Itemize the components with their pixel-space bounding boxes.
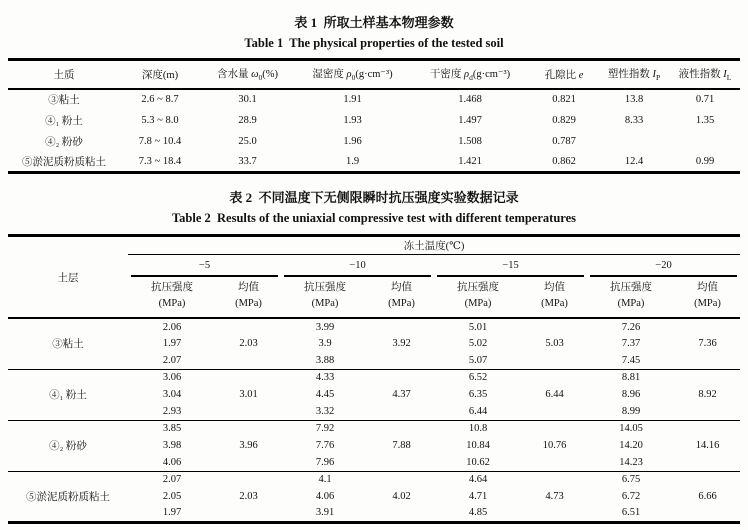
table-cell: 1.35 bbox=[695, 114, 715, 126]
mean-value: 7.36 bbox=[675, 318, 740, 369]
strength-value: 10.8 bbox=[434, 420, 522, 437]
strength-value: 4.64 bbox=[434, 471, 522, 488]
strength-value: 6.75 bbox=[587, 471, 675, 488]
mean-value: 4.73 bbox=[522, 471, 587, 522]
mean-value: 2.03 bbox=[216, 318, 281, 369]
table-row bbox=[8, 152, 740, 173]
column-header-strength: 抗压强度 (MPa) bbox=[434, 277, 522, 319]
column-header-mean: 均值 (MPa) bbox=[216, 277, 281, 319]
soil-label: ④₁ 粉土 bbox=[8, 369, 128, 420]
table-cell: 2.6 ~ 8.7 bbox=[141, 94, 179, 105]
strength-value: 8.96 bbox=[621, 389, 641, 401]
table-cell: 8.33 bbox=[624, 114, 644, 126]
table-row bbox=[8, 420, 740, 437]
strength-value: 4.06 bbox=[315, 491, 335, 503]
soil-label: ③粘土 bbox=[8, 318, 128, 369]
strength-value: 3.88 bbox=[315, 354, 335, 366]
strength-value: 2.05 bbox=[162, 491, 182, 503]
table-cell: 30.1 bbox=[238, 94, 257, 105]
column-header-temp-minus5: −5 bbox=[128, 255, 281, 277]
soil-label: ⑤淤泥质粉质粘土 bbox=[22, 156, 106, 168]
mean-value: 7.88 bbox=[369, 420, 434, 471]
strength-value: 5.02 bbox=[468, 338, 488, 350]
mean-value: 6.44 bbox=[522, 369, 587, 420]
strength-value: 2.07 bbox=[128, 471, 216, 488]
table-cell: 0.862 bbox=[552, 155, 576, 167]
strength-value: 5.01 bbox=[434, 318, 522, 335]
strength-value: 1.97 bbox=[162, 507, 182, 519]
mean-value: 5.03 bbox=[522, 318, 587, 369]
strength-value: 3.04 bbox=[162, 389, 182, 401]
column-header-soil-layer: 土层 bbox=[8, 236, 128, 319]
table-cell: 0.829 bbox=[552, 114, 576, 126]
strength-value: 3.99 bbox=[281, 318, 369, 335]
column-header-dry-density: 干密度 $\rho_d(g\cdot cm^{-3})$ bbox=[410, 60, 530, 89]
strength-value: 2.07 bbox=[162, 354, 182, 366]
table-cell: 1.468 bbox=[458, 94, 482, 105]
soil-label: ④₂ 粉砂 bbox=[8, 420, 128, 471]
strength-value: 3.32 bbox=[315, 405, 335, 417]
strength-value: 3.9 bbox=[318, 338, 332, 350]
strength-value: 2.06 bbox=[128, 318, 216, 335]
table2-header-row-top bbox=[8, 236, 740, 255]
strength-value: 3.85 bbox=[128, 420, 216, 437]
mean-value: 3.01 bbox=[216, 369, 281, 420]
column-header-temp-minus10: −10 bbox=[281, 255, 434, 277]
strength-value: 5.07 bbox=[468, 354, 488, 366]
column-header-void-ratio: 孔隙比 e bbox=[530, 60, 598, 89]
mean-value: 4.02 bbox=[369, 471, 434, 522]
table-cell: 1.96 bbox=[343, 135, 362, 147]
table-cell: 7.8 ~ 10.4 bbox=[138, 135, 182, 147]
strength-value: 7.92 bbox=[281, 420, 369, 437]
table-cell: 7.3 ~ 18.4 bbox=[138, 155, 182, 167]
strength-value: 4.85 bbox=[468, 507, 488, 519]
table-cell: 25.0 bbox=[238, 135, 257, 147]
strength-value: 6.44 bbox=[468, 405, 488, 417]
strength-value: 6.72 bbox=[621, 491, 641, 503]
table-cell: 1.497 bbox=[458, 114, 482, 126]
table-cell: 1.93 bbox=[343, 114, 362, 126]
strength-value: 4.06 bbox=[162, 456, 182, 468]
strength-value: 7.96 bbox=[315, 456, 335, 468]
table-cell bbox=[598, 131, 670, 152]
table-cell: 12.4 bbox=[624, 155, 644, 167]
strength-value: 3.98 bbox=[162, 440, 182, 452]
mean-value: 8.92 bbox=[675, 369, 740, 420]
mean-value: 3.92 bbox=[369, 318, 434, 369]
soil-label: ④₂ 粉砂 bbox=[45, 136, 83, 148]
strength-value: 1.97 bbox=[162, 338, 182, 350]
mean-value: 6.66 bbox=[675, 471, 740, 522]
mean-value: 4.37 bbox=[369, 369, 434, 420]
table1-header-row bbox=[8, 60, 740, 89]
column-header-strength: 抗压强度 (MPa) bbox=[128, 277, 216, 319]
table1-physical-properties bbox=[8, 58, 740, 174]
column-header-wet-density: 湿密度 $\rho_0(g\cdot cm^{-3})$ bbox=[295, 60, 410, 89]
table-row bbox=[8, 471, 740, 488]
table-cell: 0.71 bbox=[695, 94, 715, 105]
strength-value: 7.76 bbox=[315, 440, 335, 452]
table-cell: 5.3 ~ 8.0 bbox=[141, 114, 179, 126]
table-cell bbox=[670, 131, 740, 152]
table-cell: 1.508 bbox=[458, 135, 482, 147]
mean-value: 3.96 bbox=[216, 420, 281, 471]
column-header-mean: 均值 (MPa) bbox=[522, 277, 587, 319]
column-header-frozen-soil-temperature: 冻土温度(℃) bbox=[128, 236, 740, 255]
table-cell: 1.9 bbox=[345, 155, 360, 167]
strength-value: 7.37 bbox=[621, 338, 641, 350]
strength-value: 2.93 bbox=[162, 405, 182, 417]
table2-compressive-test-results bbox=[8, 234, 740, 524]
table2-title-en: Table 2 Results of the uniaxial compressive test with different temperatures bbox=[171, 211, 577, 225]
table1-title-zh: 表 1 所取土样基本物理参数 bbox=[294, 15, 454, 30]
table-row bbox=[8, 318, 740, 335]
table-cell: 1.91 bbox=[343, 94, 362, 105]
column-header-mean: 均值 (MPa) bbox=[369, 277, 434, 319]
table-cell: 0.821 bbox=[552, 94, 576, 105]
soil-label: ⑤淤泥质粉质粘土 bbox=[8, 471, 128, 522]
strength-value: 8.81 bbox=[587, 369, 675, 386]
column-header-liquidity-index: 液性指数 $I_L$ bbox=[670, 60, 740, 89]
strength-value: 7.45 bbox=[621, 354, 641, 366]
table-cell: 28.9 bbox=[238, 114, 257, 126]
strength-value: 7.26 bbox=[587, 318, 675, 335]
soil-label: ③粘土 bbox=[48, 95, 80, 106]
strength-value: 8.99 bbox=[621, 405, 641, 417]
table-cell: 33.7 bbox=[238, 155, 257, 167]
strength-value: 4.1 bbox=[281, 471, 369, 488]
strength-value: 3.06 bbox=[128, 369, 216, 386]
strength-value: 14.05 bbox=[587, 420, 675, 437]
table-row bbox=[8, 131, 740, 152]
table-cell: 1.421 bbox=[458, 155, 482, 167]
column-header-temp-minus15: −15 bbox=[434, 255, 587, 277]
table-row bbox=[8, 110, 740, 131]
table-cell: 0.787 bbox=[552, 135, 576, 147]
table-row bbox=[8, 89, 740, 110]
strength-value: 6.51 bbox=[621, 507, 641, 519]
table-cell: 13.8 bbox=[624, 94, 644, 105]
column-header-strength: 抗压强度 (MPa) bbox=[281, 277, 369, 319]
strength-value: 3.91 bbox=[315, 507, 335, 519]
table-row bbox=[8, 369, 740, 386]
column-header-water-content: 含水量 $\omega_0(\%)$ bbox=[200, 60, 295, 89]
mean-value: 10.76 bbox=[522, 420, 587, 471]
strength-value: 10.84 bbox=[466, 440, 490, 452]
column-header-mean: 均值 (MPa) bbox=[675, 277, 740, 319]
table1-title-en: Table 1 The physical properties of the tested soil bbox=[244, 36, 504, 50]
strength-value: 10.62 bbox=[466, 456, 490, 468]
soil-label: ④₁ 粉土 bbox=[45, 115, 83, 127]
mean-value: 2.03 bbox=[216, 471, 281, 522]
strength-value: 6.35 bbox=[468, 389, 488, 401]
table2-title-zh: 表 2 不同温度下无侧限瞬时抗压强度实验数据记录 bbox=[229, 190, 519, 205]
column-header-soil-type: 土质 bbox=[8, 60, 120, 89]
strength-value: 4.71 bbox=[468, 491, 488, 503]
strength-value: 14.20 bbox=[619, 440, 643, 452]
column-header-strength: 抗压强度 (MPa) bbox=[587, 277, 675, 319]
strength-value: 4.45 bbox=[315, 389, 335, 401]
column-header-temp-minus20: −20 bbox=[587, 255, 740, 277]
strength-value: 14.23 bbox=[619, 456, 643, 468]
mean-value: 14.16 bbox=[675, 420, 740, 471]
strength-value: 6.52 bbox=[434, 369, 522, 386]
table-cell: 0.99 bbox=[695, 155, 715, 167]
column-header-depth: 深度(m) bbox=[120, 60, 200, 89]
column-header-plasticity-index: 塑性指数 $I_P$ bbox=[598, 60, 670, 89]
strength-value: 4.33 bbox=[281, 369, 369, 386]
